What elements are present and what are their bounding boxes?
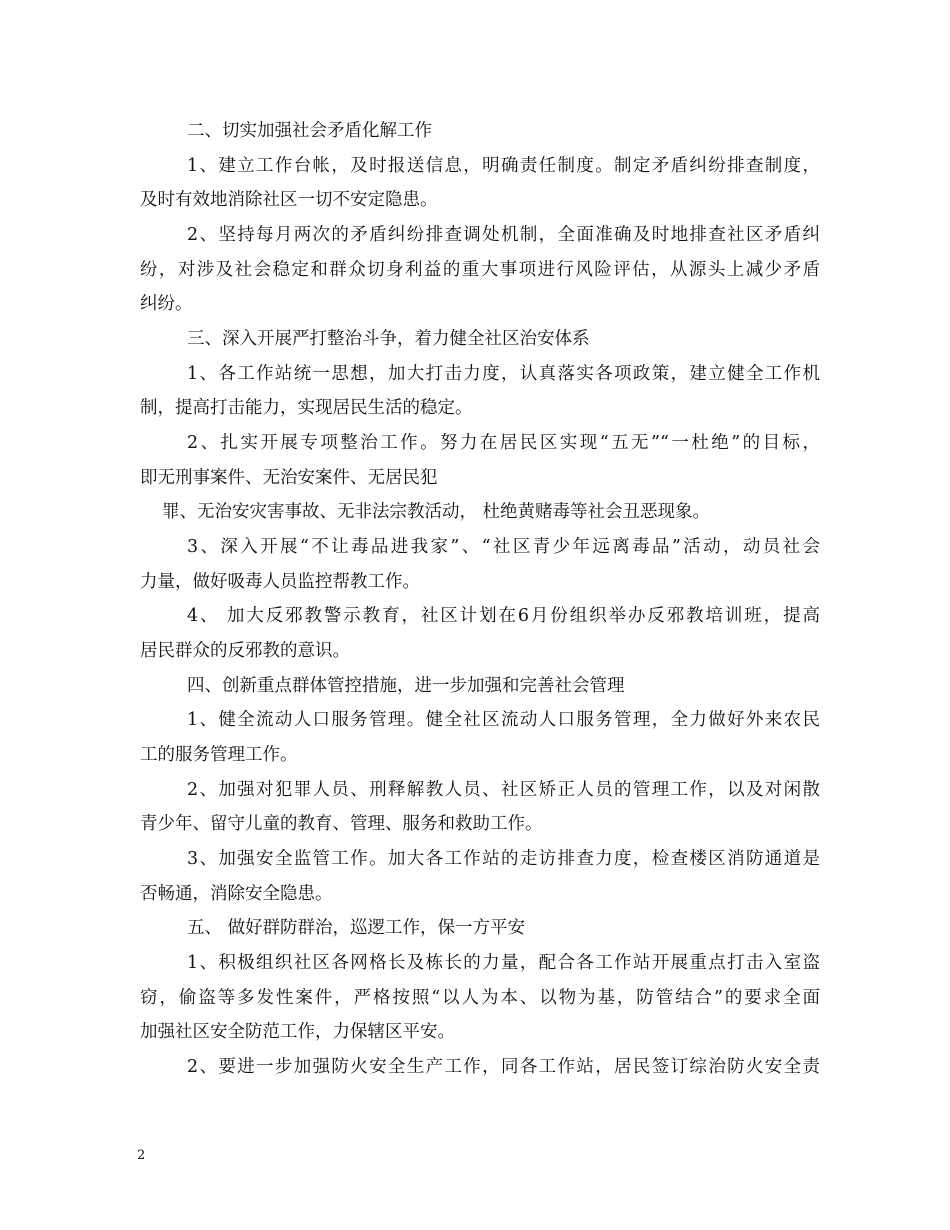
paragraph-line: 否畅通，消除安全隐患。 xyxy=(140,884,333,904)
paragraph-line: 4、 加大反邪教警示教育，社区计划在6月份组织举办反邪教培训班，提高 xyxy=(187,606,820,626)
paragraph-line: 及时有效地消除社区一切不安定隐患。 xyxy=(140,190,438,210)
paragraph-line: 青少年、留守儿童的教育、管理、服务和救助工作。 xyxy=(140,814,543,834)
paragraph-line: 1、健全流动人口服务管理。健全社区流动人口服务管理，全力做好外来农民 xyxy=(187,710,820,730)
paragraph-line: 制，提高打击能力，实现居民生活的稳定。 xyxy=(140,398,473,418)
paragraph-line: 工的服务管理工作。 xyxy=(140,745,298,765)
paragraph-line: 2、要进一步加强防火安全生产工作，同各工作站，居民签订综治防火安全责 xyxy=(187,1057,820,1077)
paragraph-line: 窃，偷盗等多发性案件，严格按照“以人为本、以物为基，防管结合”的要求全面 xyxy=(140,988,820,1008)
paragraph-line: 罪、无治安灾害事故、无非法宗教活动， 杜绝黄赌毒等社会丑恶现象。 xyxy=(162,502,711,522)
section-heading-5: 五、 做好群防群治，巡逻工作，保一方平安 xyxy=(187,918,526,938)
paragraph-line: 1、各工作站统一思想，加大打击力度，认真落实各项政策，建立健全工作机 xyxy=(187,364,820,384)
paragraph-line: 2、加强对犯罪人员、刑释解教人员、社区矫正人员的管理工作，以及对闲散 xyxy=(187,780,820,800)
paragraph-line: 纷，对涉及社会稳定和群众切身利益的重大事项进行风险评估，从源头上减少矛盾 xyxy=(140,260,820,280)
paragraph-line: 1、建立工作台帐，及时报送信息，明确责任制度。制定矛盾纠纷排查制度， xyxy=(187,156,820,176)
paragraph-line: 居民群众的反邪教的意识。 xyxy=(140,641,350,661)
paragraph-line: 2、坚持每月两次的矛盾纠纷排查调处机制，全面准确及时地排查社区矛盾纠 xyxy=(187,225,820,245)
paragraph-line: 加强社区安全防范工作，力保辖区平安。 xyxy=(140,1022,455,1042)
page-number: 2 xyxy=(137,1148,146,1163)
paragraph-line: 纠纷。 xyxy=(140,294,193,314)
paragraph-line: 力量，做好吸毒人员监控帮教工作。 xyxy=(140,572,420,592)
paragraph-line: 3、深入开展“不让毒品进我家”、“社区青少年远离毒品”活动，动员社会 xyxy=(187,537,820,557)
paragraph-line: 2、扎实开展专项整治工作。努力在居民区实现“五无”“一杜绝”的目标， xyxy=(187,433,820,453)
section-heading-3: 三、深入开展严打整治斗争，着力健全社区治安体系 xyxy=(187,329,590,349)
paragraph-line: 即无刑事案件、无治安案件、无居民犯 xyxy=(140,468,438,488)
section-heading-2: 二、切实加强社会矛盾化解工作 xyxy=(187,121,432,141)
paragraph-line: 3、加强安全监管工作。加大各工作站的走访排查力度，检查楼区消防通道是 xyxy=(187,849,820,869)
section-heading-4: 四、创新重点群体管控措施，进一步加强和完善社会管理 xyxy=(187,676,625,696)
paragraph-line: 1、积极组织社区各网格长及栋长的力量，配合各工作站开展重点打击入室盗 xyxy=(187,953,820,973)
